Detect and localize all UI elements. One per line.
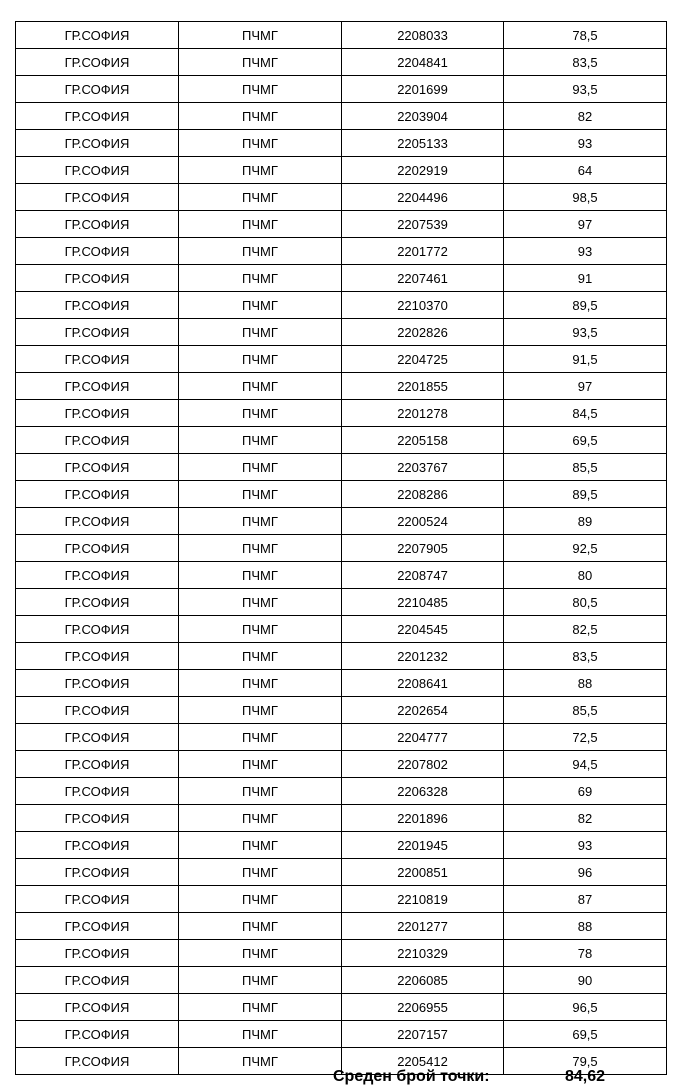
- city-cell: ГР.СОФИЯ: [16, 643, 179, 670]
- school-cell: ПЧМГ: [179, 454, 342, 481]
- table-row: [16, 643, 667, 670]
- table-row: [16, 1021, 667, 1048]
- points-cell: 97: [504, 373, 667, 400]
- points-cell: 87: [504, 886, 667, 913]
- city-cell: ГР.СОФИЯ: [16, 778, 179, 805]
- points-cell: 92,5: [504, 535, 667, 562]
- table-row: [16, 238, 667, 265]
- city-cell: ГР.СОФИЯ: [16, 454, 179, 481]
- school-cell: ПЧМГ: [179, 211, 342, 238]
- points-cell: 93: [504, 130, 667, 157]
- city-cell: ГР.СОФИЯ: [16, 481, 179, 508]
- school-cell: ПЧМГ: [179, 994, 342, 1021]
- student-id-cell: 2202826: [342, 319, 504, 346]
- points-cell: 82: [504, 805, 667, 832]
- school-cell: ПЧМГ: [179, 319, 342, 346]
- school-cell: ПЧМГ: [179, 724, 342, 751]
- student-id-cell: 2207157: [342, 1021, 504, 1048]
- points-cell: 93,5: [504, 76, 667, 103]
- student-id-cell: 2204545: [342, 616, 504, 643]
- city-cell: ГР.СОФИЯ: [16, 697, 179, 724]
- table-row: [16, 697, 667, 724]
- city-cell: ГР.СОФИЯ: [16, 805, 179, 832]
- table-row: [16, 994, 667, 1021]
- school-cell: ПЧМГ: [179, 670, 342, 697]
- table-row: [16, 103, 667, 130]
- city-cell: ГР.СОФИЯ: [16, 859, 179, 886]
- student-id-cell: 2201855: [342, 373, 504, 400]
- student-id-cell: 2204496: [342, 184, 504, 211]
- points-cell: 84,5: [504, 400, 667, 427]
- points-cell: 93: [504, 238, 667, 265]
- student-id-cell: 2203904: [342, 103, 504, 130]
- student-id-cell: 2207539: [342, 211, 504, 238]
- results-table: [15, 21, 667, 1075]
- student-id-cell: 2207461: [342, 265, 504, 292]
- points-cell: 78: [504, 940, 667, 967]
- student-id-cell: 2204841: [342, 49, 504, 76]
- points-cell: 78,5: [504, 22, 667, 49]
- city-cell: ГР.СОФИЯ: [16, 832, 179, 859]
- student-id-cell: 2208033: [342, 22, 504, 49]
- city-cell: ГР.СОФИЯ: [16, 427, 179, 454]
- average-points-value: 84,62: [564, 1068, 606, 1085]
- student-id-cell: 2210819: [342, 886, 504, 913]
- student-id-cell: 2210485: [342, 589, 504, 616]
- points-cell: 93: [504, 832, 667, 859]
- school-cell: ПЧМГ: [179, 643, 342, 670]
- table-row: [16, 724, 667, 751]
- city-cell: ГР.СОФИЯ: [16, 994, 179, 1021]
- points-cell: 69,5: [504, 1021, 667, 1048]
- table-row: [16, 130, 667, 157]
- points-cell: 82: [504, 103, 667, 130]
- city-cell: ГР.СОФИЯ: [16, 670, 179, 697]
- table-row: [16, 400, 667, 427]
- points-cell: 85,5: [504, 454, 667, 481]
- school-cell: ПЧМГ: [179, 562, 342, 589]
- student-id-cell: 2201699: [342, 76, 504, 103]
- school-cell: ПЧМГ: [179, 49, 342, 76]
- city-cell: ГР.СОФИЯ: [16, 562, 179, 589]
- table-row: [16, 940, 667, 967]
- points-cell: 88: [504, 670, 667, 697]
- city-cell: ГР.СОФИЯ: [16, 616, 179, 643]
- table-row: [16, 427, 667, 454]
- points-cell: 97: [504, 211, 667, 238]
- points-cell: 72,5: [504, 724, 667, 751]
- student-id-cell: 2206955: [342, 994, 504, 1021]
- table-row: [16, 859, 667, 886]
- points-cell: 79,5: [504, 1048, 667, 1075]
- city-cell: ГР.СОФИЯ: [16, 724, 179, 751]
- student-id-cell: 2204725: [342, 346, 504, 373]
- student-id-cell: 2208747: [342, 562, 504, 589]
- student-id-cell: 2210370: [342, 292, 504, 319]
- points-cell: 90: [504, 967, 667, 994]
- points-cell: 69,5: [504, 427, 667, 454]
- school-cell: ПЧМГ: [179, 616, 342, 643]
- points-cell: 89,5: [504, 481, 667, 508]
- table-row: [16, 616, 667, 643]
- average-points-label: Среден брой точки:: [333, 1068, 490, 1085]
- student-id-cell: 2205412: [342, 1048, 504, 1075]
- school-cell: ПЧМГ: [179, 1048, 342, 1075]
- points-cell: 88: [504, 913, 667, 940]
- student-id-cell: 2205133: [342, 130, 504, 157]
- city-cell: ГР.СОФИЯ: [16, 292, 179, 319]
- city-cell: ГР.СОФИЯ: [16, 184, 179, 211]
- school-cell: ПЧМГ: [179, 346, 342, 373]
- city-cell: ГР.СОФИЯ: [16, 1021, 179, 1048]
- city-cell: ГР.СОФИЯ: [16, 49, 179, 76]
- student-id-cell: 2210329: [342, 940, 504, 967]
- student-id-cell: 2204777: [342, 724, 504, 751]
- city-cell: ГР.СОФИЯ: [16, 508, 179, 535]
- table-row: [16, 454, 667, 481]
- school-cell: ПЧМГ: [179, 238, 342, 265]
- student-id-cell: 2206085: [342, 967, 504, 994]
- points-cell: 69: [504, 778, 667, 805]
- table-row: [16, 157, 667, 184]
- school-cell: ПЧМГ: [179, 481, 342, 508]
- points-cell: 91: [504, 265, 667, 292]
- table-row: [16, 805, 667, 832]
- school-cell: ПЧМГ: [179, 76, 342, 103]
- table-row: [16, 535, 667, 562]
- student-id-cell: 2203767: [342, 454, 504, 481]
- points-cell: 83,5: [504, 643, 667, 670]
- city-cell: ГР.СОФИЯ: [16, 346, 179, 373]
- average-summary: [0, 1068, 675, 1090]
- city-cell: ГР.СОФИЯ: [16, 76, 179, 103]
- school-cell: ПЧМГ: [179, 22, 342, 49]
- student-id-cell: 2201896: [342, 805, 504, 832]
- city-cell: ГР.СОФИЯ: [16, 238, 179, 265]
- table-row: [16, 22, 667, 49]
- city-cell: ГР.СОФИЯ: [16, 913, 179, 940]
- points-cell: 89: [504, 508, 667, 535]
- school-cell: ПЧМГ: [179, 508, 342, 535]
- points-cell: 82,5: [504, 616, 667, 643]
- table-row: [16, 913, 667, 940]
- city-cell: ГР.СОФИЯ: [16, 157, 179, 184]
- student-id-cell: 2205158: [342, 427, 504, 454]
- points-cell: 94,5: [504, 751, 667, 778]
- city-cell: ГР.СОФИЯ: [16, 535, 179, 562]
- student-id-cell: 2200851: [342, 859, 504, 886]
- city-cell: ГР.СОФИЯ: [16, 265, 179, 292]
- points-cell: 64: [504, 157, 667, 184]
- table-row: [16, 508, 667, 535]
- points-cell: 98,5: [504, 184, 667, 211]
- student-id-cell: 2201277: [342, 913, 504, 940]
- table-row: [16, 76, 667, 103]
- student-id-cell: 2207905: [342, 535, 504, 562]
- city-cell: ГР.СОФИЯ: [16, 1048, 179, 1075]
- table-row: [16, 184, 667, 211]
- student-id-cell: 2202919: [342, 157, 504, 184]
- student-id-cell: 2201772: [342, 238, 504, 265]
- points-cell: 93,5: [504, 319, 667, 346]
- table-row: [16, 670, 667, 697]
- city-cell: ГР.СОФИЯ: [16, 589, 179, 616]
- student-id-cell: 2208286: [342, 481, 504, 508]
- table-row: [16, 292, 667, 319]
- student-id-cell: 2206328: [342, 778, 504, 805]
- school-cell: ПЧМГ: [179, 832, 342, 859]
- school-cell: ПЧМГ: [179, 589, 342, 616]
- student-id-cell: 2207802: [342, 751, 504, 778]
- table-row: [16, 751, 667, 778]
- points-cell: 89,5: [504, 292, 667, 319]
- table-row: [16, 49, 667, 76]
- table-row: [16, 265, 667, 292]
- student-id-cell: 2200524: [342, 508, 504, 535]
- school-cell: ПЧМГ: [179, 805, 342, 832]
- points-cell: 96,5: [504, 994, 667, 1021]
- school-cell: ПЧМГ: [179, 1021, 342, 1048]
- school-cell: ПЧМГ: [179, 778, 342, 805]
- city-cell: ГР.СОФИЯ: [16, 22, 179, 49]
- points-cell: 80: [504, 562, 667, 589]
- school-cell: ПЧМГ: [179, 157, 342, 184]
- school-cell: ПЧМГ: [179, 967, 342, 994]
- table-row: [16, 481, 667, 508]
- city-cell: ГР.СОФИЯ: [16, 886, 179, 913]
- points-cell: 85,5: [504, 697, 667, 724]
- city-cell: ГР.СОФИЯ: [16, 211, 179, 238]
- school-cell: ПЧМГ: [179, 940, 342, 967]
- city-cell: ГР.СОФИЯ: [16, 967, 179, 994]
- school-cell: ПЧМГ: [179, 400, 342, 427]
- student-id-cell: 2202654: [342, 697, 504, 724]
- school-cell: ПЧМГ: [179, 130, 342, 157]
- school-cell: ПЧМГ: [179, 535, 342, 562]
- points-cell: 96: [504, 859, 667, 886]
- points-cell: 83,5: [504, 49, 667, 76]
- city-cell: ГР.СОФИЯ: [16, 400, 179, 427]
- results-table-body: [16, 22, 667, 1075]
- points-cell: 80,5: [504, 589, 667, 616]
- school-cell: ПЧМГ: [179, 265, 342, 292]
- table-row: [16, 346, 667, 373]
- table-row: [16, 211, 667, 238]
- table-row: [16, 589, 667, 616]
- city-cell: ГР.СОФИЯ: [16, 130, 179, 157]
- city-cell: ГР.СОФИЯ: [16, 940, 179, 967]
- school-cell: ПЧМГ: [179, 886, 342, 913]
- school-cell: ПЧМГ: [179, 427, 342, 454]
- student-id-cell: 2201232: [342, 643, 504, 670]
- city-cell: ГР.СОФИЯ: [16, 319, 179, 346]
- city-cell: ГР.СОФИЯ: [16, 373, 179, 400]
- city-cell: ГР.СОФИЯ: [16, 751, 179, 778]
- school-cell: ПЧМГ: [179, 697, 342, 724]
- table-row: [16, 886, 667, 913]
- city-cell: ГР.СОФИЯ: [16, 103, 179, 130]
- table-row: [16, 373, 667, 400]
- school-cell: ПЧМГ: [179, 103, 342, 130]
- school-cell: ПЧМГ: [179, 913, 342, 940]
- school-cell: ПЧМГ: [179, 292, 342, 319]
- points-cell: 91,5: [504, 346, 667, 373]
- table-row: [16, 562, 667, 589]
- table-row: [16, 967, 667, 994]
- table-row: [16, 319, 667, 346]
- school-cell: ПЧМГ: [179, 373, 342, 400]
- school-cell: ПЧМГ: [179, 751, 342, 778]
- student-id-cell: 2201945: [342, 832, 504, 859]
- table-row: [16, 778, 667, 805]
- student-id-cell: 2208641: [342, 670, 504, 697]
- student-id-cell: 2201278: [342, 400, 504, 427]
- school-cell: ПЧМГ: [179, 184, 342, 211]
- table-row: [16, 832, 667, 859]
- school-cell: ПЧМГ: [179, 859, 342, 886]
